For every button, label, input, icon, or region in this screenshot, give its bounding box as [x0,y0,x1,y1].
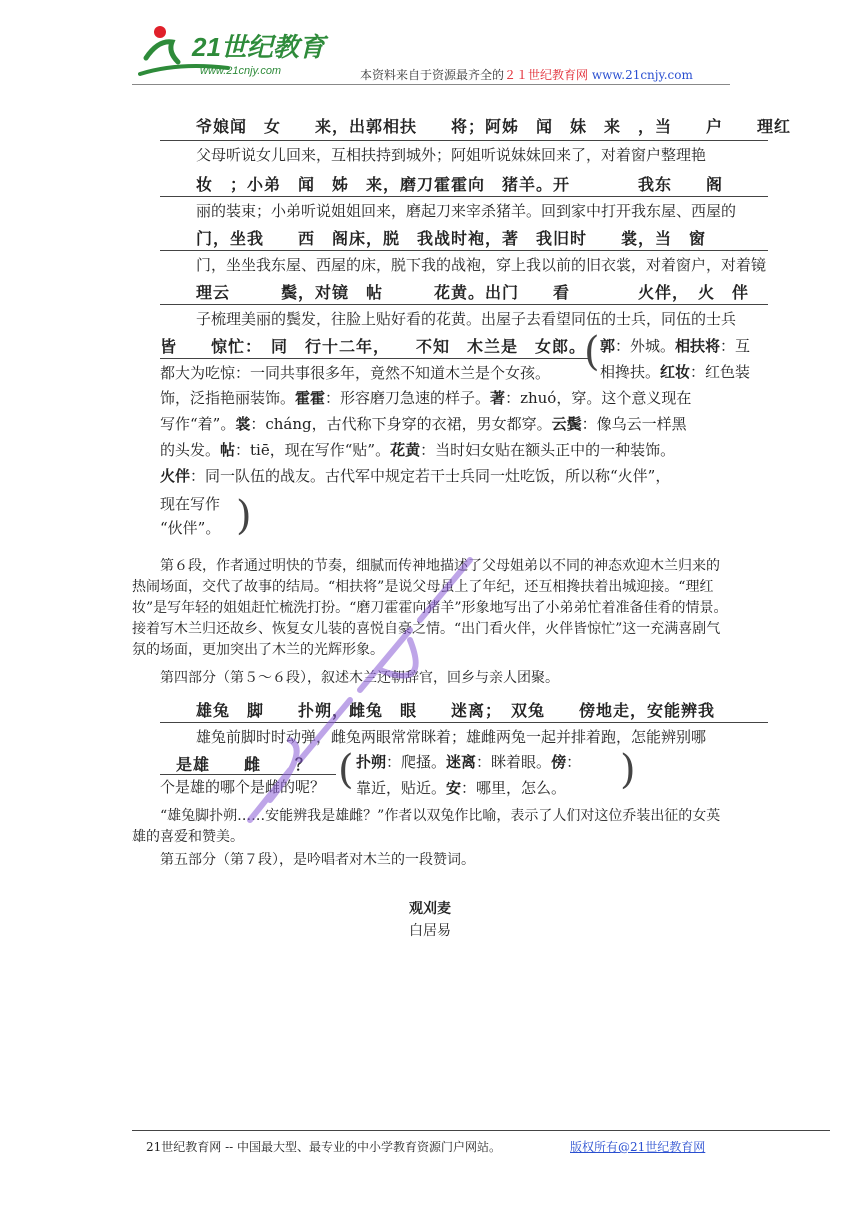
side-note-line: 靠近，贴近。安：哪里，怎么。 [356,779,567,797]
side-note-line: 郭：外城。相扶将：互 [600,337,751,355]
translation-line: 子梳理美丽的鬓发，往脸上贴好看的花黄。出屋子去看望同伍的士兵，同伍的士兵 [196,310,737,328]
note-line: 现在写作 [160,495,221,513]
poem-author: 白居易 [409,923,451,939]
note-line: 火伴：同一队伍的战友。古代军中规定若干士兵同一灶吃饭，所以称“火伴”， [160,467,671,485]
source-line: 雄兔 脚 扑朔，雌兔 眼 迷离； 双兔 傍地走，安能辨我 [196,701,716,720]
divider [160,722,768,723]
source-line: 是雄 雌 ？ [176,755,313,774]
side-note-line: 扑朔：爬搔。迷离：眯着眼。傍： [356,753,582,771]
side-note-line: 相搀扶。红妆：红色装 [600,363,751,381]
source-line: 皆 惊忙： 同 行十二年， 不知 木兰是 女郎。 [160,337,587,356]
note-line: 饰，泛指艳丽装饰。霍霍：形容磨刀急速的样子。著：zhuó，穿。这个意义现在 [160,389,692,407]
poem-title: 观刈麦 [409,901,451,917]
divider [160,774,336,775]
source-line: 妆 ；小弟 闻 姊 来，磨刀霍霍向 猪羊。开 我东 阁 [196,175,724,194]
footer-text: 21世纪教育网 -- 中国最大型、最专业的中小学教育资源门户网站。 [146,1140,502,1154]
footer-divider [132,1130,830,1131]
logo-url: www.21cnjy.com [200,65,282,77]
source-line: 门，坐我 西 阁床，脱 我战时袍，著 我旧时 裳，当 窗 [196,229,707,248]
annotation-block-2 [160,694,768,804]
divider [160,250,768,251]
brace: ( [338,747,354,793]
translation-line: 门，坐坐我东屋、西屋的床，脱下我的战袍，穿上我以前的旧衣裳，对着窗户，对着镜 [196,256,767,274]
paragraph-6-analysis: 第６段，作者通过明快的节奏，细腻而传神地描述了父母姐弟以不同的神态欢迎木兰归来的热闹场面，交代了故事的结局。“相扶将”是说父母虽上了年纪，还互相搀扶着出城迎接。“理红妆”是写年轻的姐姐赶忙梳洗打扮。“磨刀霍霍向猪羊”形象地写出了小弟弟忙着准备佳肴的情景。接着写木兰归还故乡、恢复女儿装的喜悦自豪之情。“出门看火伴，火伴皆惊忙”这一充满喜剧气氛的场面，更加突出了木兰的光辉形象。 [132,558,728,658]
translation-line: 雄兔前脚时时动弹，雌兔两眼常常眯着；雄雌两兔一起并排着跑，怎能辨别哪 [196,728,707,746]
brace: ) [236,493,252,539]
note-line: “伙伴”。 [160,519,221,537]
header-note-site[interactable]: ２１世纪教育网 [504,68,589,82]
translation-line: 父母听说女儿回来，互相扶持到城外；阿姐听说妹妹回来了，对着窗户整理艳 [196,146,707,164]
divider [160,140,768,141]
annotation-block-1 [160,110,792,550]
header-divider [132,84,730,85]
translation-line: 个是雄的哪个是雌的呢？ [160,778,326,796]
note-line: 写作“着”。裳：cháng，古代称下身穿的衣裙，男女都穿。云鬓：像乌云一样黑 [160,415,687,433]
paragraph-part4: 第四部分（第５～６段），叙述木兰还朝辞官，回乡与亲人团聚。 [160,670,559,686]
brace: ) [620,747,636,793]
translation-line: 丽的装束；小弟听说姐姐回来，磨起刀来宰杀猪羊。回到家中打开我东屋、西屋的 [196,202,737,220]
site-logo [138,18,338,82]
note-line: 的头发。帖：tiē，现在写作“贴”。花黄：当时妇女贴在额头正中的一种装饰。 [160,441,676,459]
divider [160,358,590,359]
translation-line: 都大为吃惊：一同共事很多年，竟然不知道木兰是个女孩。 [160,364,551,382]
brace: ( [584,329,600,375]
source-line: 爷娘闻 女 来，出郭相扶 将；阿姊 闻 妹 来 ，当 户 理红 [196,117,792,136]
header-note-url[interactable]: www.21cnjy.com [591,68,693,82]
copyright-link[interactable]: 版权所有@21世纪教育网 [570,1140,706,1154]
source-line: 理云 鬓，对镜 帖 花黄。出门 看 火伴， 火 伴 [196,283,750,302]
divider [160,304,768,305]
paragraph-comment: “雄兔脚扑朔……安能辨我是雄雌？”作者以双兔作比喻，表示了人们对这位乔装出征的女英雄的喜爱和赞美。 [132,808,721,845]
logo-text: 21世纪教育 [192,32,325,62]
header-note-prefix: 本资料来自于资源最齐全的 [360,68,505,82]
header-note [360,66,693,83]
paragraph-part5: 第五部分（第７段），是吟唱者对木兰的一段赞词。 [160,852,475,868]
divider [160,196,768,197]
